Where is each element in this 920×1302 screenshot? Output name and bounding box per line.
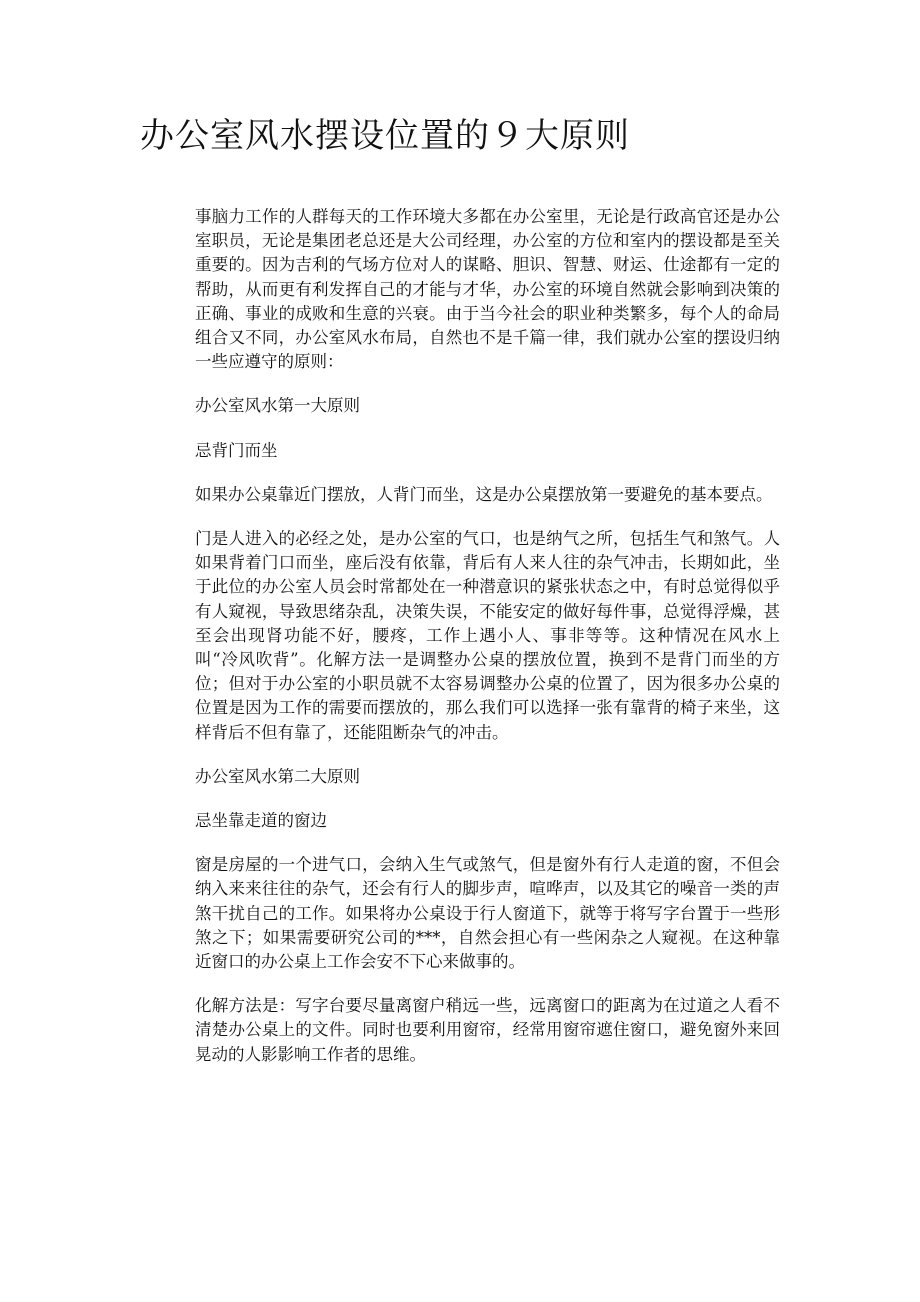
- intro-paragraph: 事脑力工作的人群每天的工作环境大多都在办公室里，无论是行政高官还是办公室职员，无论是集团老总还是大公司经理，办公室的方位和室内的摆设都是至关重要的。因为吉利的气场方位对人的谋略、胆识、智慧、财运、仕途都有一定的帮助，从而更有利发挥自己的才能与才华，办公室的环境自然就会影响到决策的正确、事业的成败和生意的兴衰。由于当今社会的职业种类繁多，每个人的命局组合又不同，办公室风水布局，自然也不是千篇一律，我们就办公室的摆设归纳一些应遵守的原则：: [195, 207, 780, 372]
- document-body: [195, 205, 780, 1087]
- document-title: 办公室风水摆设位置的９大原则: [140, 116, 630, 156]
- body-paragraph: 门是人进入的必经之处，是办公室的气口，也是纳气之所，包括生气和煞气。人如果背着门口而坐，座后没有依靠，背后有人来人往的杂气冲击，长期如此，坐于此位的办公室人员会时常都处在一种潜意识的紧张状态之中，有时总觉得似乎有人窥视，导致思绪杂乱，决策失误，不能安定的做好每件事，总觉得浮燥，甚至会出现肾功能不好，腰疼，工作上遇小人、事非等等。这种情况在风水上叫“冷风吹背”。化解方法一是调整办公桌的摆放位置，换到不是背门而坐的方位；但对于办公室的小职员就不太容易调整办公桌的位置了，因为很多办公桌的位置是因为工作的需要而摆放的，那么我们可以选择一张有靠背的椅子来坐，这样背后不但有靠了，还能阻断杂气的冲击。: [195, 529, 780, 742]
- subheading-back-to-door: 忌背门而坐: [195, 440, 278, 460]
- section-heading-principle-2: 办公室风水第二大原则: [195, 766, 360, 786]
- body-paragraph: 窗是房屋的一个进气口，会纳入生气或煞气，但是窗外有行人走道的窗，不但会纳入来来往往的杂气，还会有行人的脚步声，喧哗声，以及其它的噪音一类的声煞干扰自己的工作。如果将办公桌设于行人窗道下，就等于将写字台置于一些形煞之下；如果需要研究公司的***，自然会担心有一些闲杂之人窥视。在这种靠近窗口的办公桌上工作会安不下心来做事的。: [195, 855, 780, 972]
- body-paragraph: 如果办公桌靠近门摆放，人背门而坐，这是办公桌摆放第一要避免的基本要点。: [195, 484, 773, 504]
- subheading-window-aisle: 忌坐靠走道的窗边: [195, 811, 327, 831]
- body-paragraph: 化解方法是：写字台要尽量离窗户稍远一些，远离窗口的距离为在过道之人看不清楚办公桌上的文件。同时也要利用窗帘，经常用窗帘遮住窗口，避免窗外来回晃动的人影影响工作者的思维。: [195, 996, 780, 1064]
- section-heading-principle-1: 办公室风水第一大原则: [195, 396, 360, 416]
